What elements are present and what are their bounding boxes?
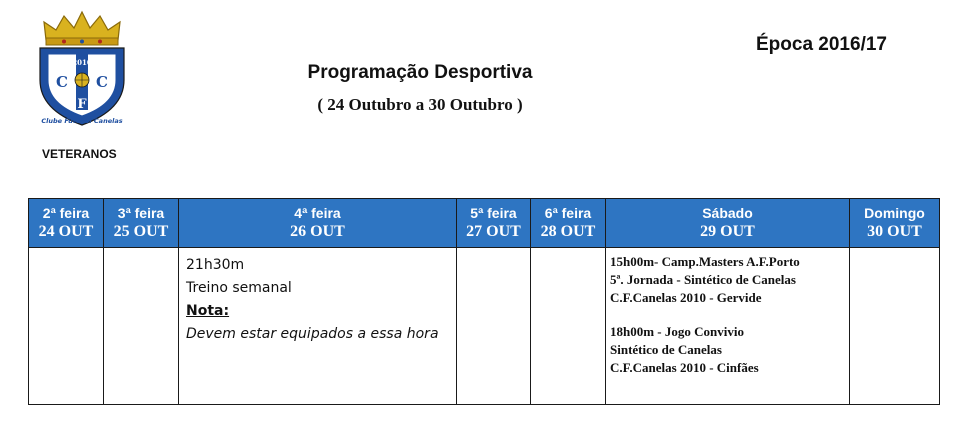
cell-thursday: [457, 248, 531, 405]
schedule-table: [28, 198, 940, 405]
schedule-header-row: [29, 199, 940, 248]
training-time: 21h30m: [186, 257, 245, 273]
cell-tuesday: [104, 248, 179, 405]
event1-line1: 15h00m- Camp.Masters A.F.Porto: [610, 254, 800, 269]
cell-monday: [29, 248, 104, 405]
note-text: Devem estar equipados a essa hora: [186, 326, 439, 342]
club-crest-logo: [32, 10, 132, 130]
cell-wednesday: [179, 248, 457, 405]
day-header-monday: 2ª feira 24 OUT: [29, 199, 104, 248]
svg-text:2010: 2010: [72, 58, 92, 67]
schedule-row: [29, 248, 940, 405]
page-title: Programação Desportiva: [307, 62, 533, 83]
event1-line2: 5ª. Jornada - Sintético de Canelas: [610, 272, 796, 287]
event1-line3: C.F.Canelas 2010 - Gervide: [610, 290, 762, 305]
day-header-wednesday: 4ª feira 26 OUT: [179, 199, 457, 248]
day-header-friday: 6ª feira 28 OUT: [531, 199, 606, 248]
svg-text:F: F: [77, 97, 87, 112]
note-label: Nota:: [186, 303, 230, 319]
svg-text:C: C: [56, 73, 68, 91]
day-header-saturday: Sábado 29 OUT: [606, 199, 850, 248]
season-label: Época 2016/17: [756, 34, 887, 55]
day-header-tuesday: 3ª feira 25 OUT: [104, 199, 179, 248]
cell-sunday: [850, 248, 940, 405]
event2-line3: C.F.Canelas 2010 - Cinfães: [610, 360, 759, 375]
day-header-sunday: Domingo 30 OUT: [850, 199, 940, 248]
date-range: ( 24 Outubro a 30 Outubro ): [317, 95, 523, 114]
crown-icon: [44, 12, 120, 45]
cell-friday: [531, 248, 606, 405]
event2-line1: 18h00m - Jogo Convivio: [610, 324, 744, 339]
event2-line2: Sintético de Canelas: [610, 342, 722, 357]
training-activity: Treino semanal: [186, 280, 292, 296]
team-label: VETERANOS: [42, 147, 117, 161]
day-header-thursday: 5ª feira 27 OUT: [457, 199, 531, 248]
svg-text:C: C: [96, 73, 108, 91]
cell-saturday: [606, 248, 850, 405]
svg-text:Clube Futebol Canelas: Clube Futebol Canelas: [41, 117, 123, 125]
